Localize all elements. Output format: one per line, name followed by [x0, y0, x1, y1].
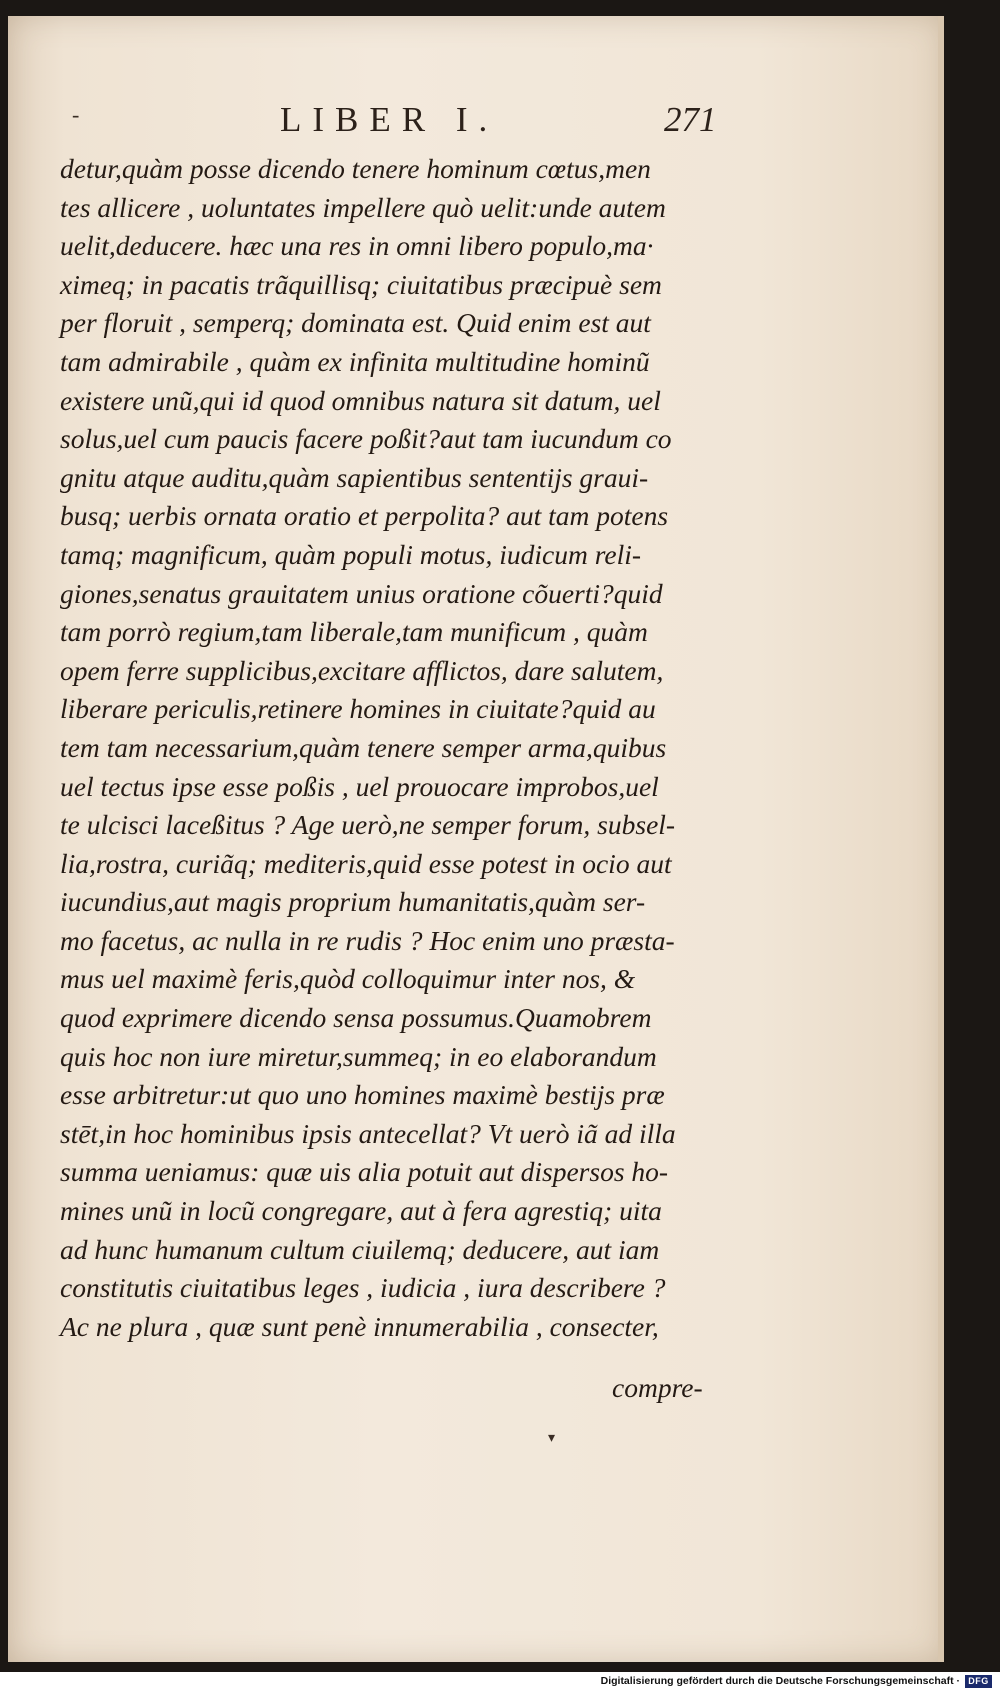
text-line: lia,rostra, curiãq; mediteris,quid esse potest in ocio aut: [60, 847, 672, 879]
text-line: ximeq; in pacatis trãquillisq; ciuitatibus præcipuè sem: [60, 268, 662, 300]
digitization-footer: [0, 1672, 1000, 1693]
running-head: [8, 100, 944, 146]
text-line: Ac ne plura , quæ sunt penè innumerabilia , consecter,: [60, 1310, 659, 1342]
text-line: quod exprimere dicendo sensa possumus.Quamobrem: [60, 1002, 652, 1034]
text-line: summa ueniamus: quæ uis alia potuit aut dispersos ho-: [60, 1156, 669, 1188]
text-line: per floruit , semperq; dominata est. Quid enim est aut: [60, 307, 651, 339]
text-line: existere unũ,qui id quod omnibus natura sit datum, uel: [60, 384, 661, 416]
text-line: stēt,in hoc hominibus ipsis antecellat? Vt uerò iã ad illa: [60, 1117, 676, 1149]
text-line: esse arbitretur:ut quo uno homines maximè bestijs præ: [60, 1079, 665, 1111]
funding-credit: Digitalisierung gefördert durch die Deutsche Forschungsgemeinschaft ·: [600, 1675, 960, 1687]
text-line: mines unũ in locũ congregare, aut à fera agrestiq; uita: [60, 1195, 662, 1227]
catchword: compre-: [612, 1372, 703, 1403]
text-line: constitutis ciuitatibus leges , iudicia , iura describere ?: [60, 1272, 666, 1304]
text-line: tes allicere , uoluntates impellere quò uelit:unde autem: [60, 191, 666, 223]
book-page: [8, 16, 944, 1662]
text-line: mus uel maximè feris,quòd colloquimur inter nos, &: [60, 963, 636, 995]
text-line: gnitu atque auditu,quàm sapientibus sententijs graui-: [60, 461, 649, 493]
text-line: solus,uel cum paucis facere poßit?aut tam iucundum co: [60, 423, 672, 455]
text-line: tam admirabile , quàm ex infinita multitudine hominũ: [60, 345, 650, 377]
text-line: mo facetus, ac nulla in re rudis ? Hoc enim uno præsta-: [60, 924, 675, 956]
text-line: tem tam necessarium,quàm tenere semper arma,quibus: [60, 731, 667, 763]
running-head-title: LIBER I.: [280, 100, 499, 139]
text-line: iucundius,aut magis proprium humanitatis,quàm ser-: [60, 886, 646, 918]
text-line: liberare periculis,retinere homines in ciuitate?quid au: [60, 693, 656, 725]
text-line: detur,quàm posse dicendo tenere hominum cœtus,men: [60, 153, 651, 184]
dfg-logo: DFG: [965, 1675, 992, 1688]
text-line: quis hoc non iure miretur,summeq; in eo elaborandum: [60, 1040, 657, 1072]
text-line: te ulcisci laceßitus ? Age uerò,ne semper forum, subsel-: [60, 809, 676, 841]
text-line: giones,senatus grauitatem unius oratione cõuerti?quid: [60, 577, 663, 609]
running-head-mark: -: [72, 102, 80, 127]
text-line: tamq; magnificum, quàm populi motus, iudicum reli-: [60, 538, 642, 570]
text-line: uelit,deducere. hæc una res in omni libero populo,ma·: [60, 230, 654, 262]
body-text: [60, 150, 730, 1346]
signature-mark: ▾: [548, 1431, 556, 1446]
text-line: uel tectus ipse esse poßis , uel prouocare improbos,uel: [60, 770, 659, 802]
folio-number: 271: [664, 100, 717, 139]
page-edge: [938, 16, 944, 1662]
text-line: busq; uerbis ornata oratio et perpolita? aut tam potens: [60, 500, 669, 532]
text-line: ad hunc humanum cultum ciuilemq; deducere, aut iam: [60, 1233, 660, 1265]
text-line: opem ferre supplicibus,excitare afflictos, dare salutem,: [60, 654, 664, 686]
text-line: tam porrò regium,tam liberale,tam munificum , quàm: [60, 616, 648, 648]
